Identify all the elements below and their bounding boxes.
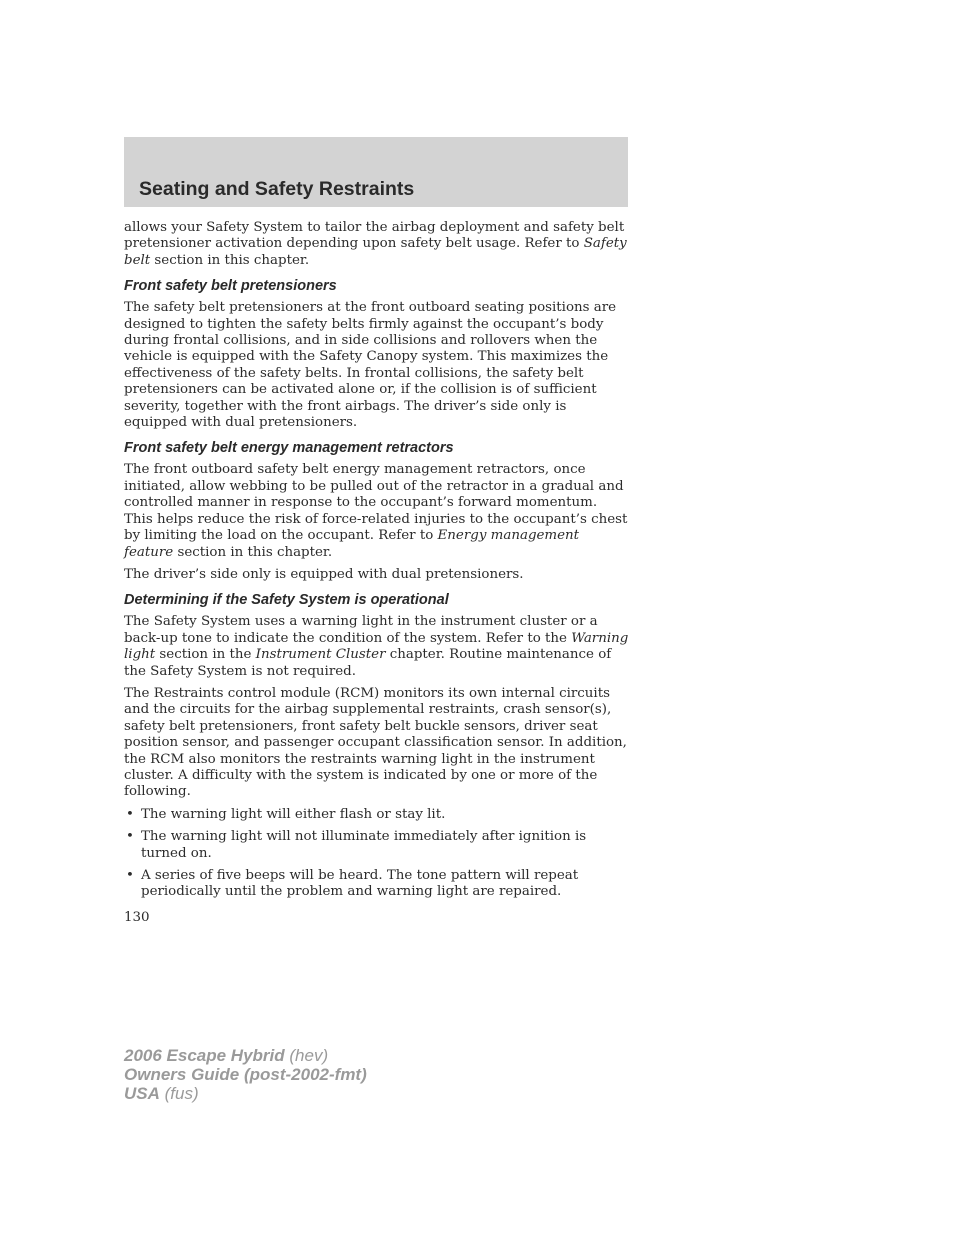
list-item: • The warning light will not illuminate immediately after ignition is turned on. — [124, 829, 630, 862]
instrument-cluster-reference: Instrument Cluster — [255, 647, 386, 663]
intro-paragraph — [124, 220, 630, 269]
operational-text-mid: section in the — [155, 647, 256, 663]
footer-market: USA — [124, 1084, 160, 1103]
section-heading-operational: Determining if the Safety System is operational — [124, 592, 449, 609]
list-item: • The warning light will either flash or stay lit. — [124, 807, 630, 823]
page-number: 130 — [124, 909, 150, 925]
footer-market-code: (fus) — [159, 1084, 199, 1103]
intro-text-end: section in this chapter. — [150, 252, 310, 268]
operational-text: The Safety System uses a warning light in the instrument cluster or a back-up tone to indicate the condition of the system. Refer to the — [124, 614, 598, 646]
footer-line-market — [124, 1084, 367, 1103]
pretensioners-paragraph: The safety belt pretensioners at the front outboard seating positions are designed to tighten the safety belts firmly against the occupant’s body during frontal collisions, and in side collisions and rollovers when the vehicle is equipped with the Safety Canopy system. This maximizes the effectiveness of the safety belts. In frontal collisions, the safety belt pretensioners can be activated alone or, if the collision is of sufficient severity, together with the front airbags. The driver’s side only is equipped with dual pretensioners. — [124, 300, 617, 431]
operational-paragraph-1 — [124, 614, 630, 680]
document-footer — [124, 1046, 367, 1103]
retractors-text: The front outboard safety belt energy management retractors, once initiated, allow webbing to be pulled out of the retractor in a gradual and controlled manner in response to the occupant’s forward momentum. This helps reduce the risk of force-related injuries to the occupant’s chest by limiting the load on the occupant. Refer to — [124, 462, 628, 544]
symptom-list — [124, 807, 630, 901]
footer-line-model — [124, 1046, 367, 1065]
intro-text: allows your Safety System to tailor the airbag deployment and safety belt pretensioner activation depending upon safety belt usage. Refer to — [124, 220, 625, 252]
footer-model-code: (hev) — [284, 1046, 329, 1065]
section-heading-retractors: Front safety belt energy management retractors — [124, 440, 454, 457]
section-header-band — [124, 137, 628, 207]
footer-line-guide — [124, 1065, 367, 1084]
page-title: Seating and Safety Restraints — [139, 178, 415, 200]
operational-paragraph-2: The Restraints control module (RCM) monitors its own internal circuits and the circuits for the airbag supplemental restraints, crash sensor(s), safety belt pretensioners, front safety belt buckle sensors, driver seat position sensor, and passenger occupant classification sensor. In addition, the RCM also monitors the restraints warning light in the instrument cluster. A difficulty with the system is indicated by one or more of the following. — [124, 685, 627, 800]
retractors-reference: Energy management feature — [124, 528, 580, 560]
warning-light-reference: Warning light — [124, 630, 629, 663]
retractors-note: The driver’s side only is equipped with dual pretensioners. — [124, 566, 524, 582]
operational-text-end: chapter. Routine maintenance of the Safety System is not required. — [124, 647, 612, 679]
footer-model: 2006 Escape Hybrid — [124, 1046, 285, 1065]
intro-reference: Safety belt — [124, 236, 627, 268]
section-heading-pretensioners: Front safety belt pretensioners — [124, 278, 337, 295]
page-content — [124, 220, 630, 926]
retractors-text-end: section in this chapter. — [173, 544, 333, 560]
footer-guide: Owners Guide (post-2002-fmt) — [124, 1065, 367, 1084]
retractors-paragraph — [124, 462, 630, 560]
list-item: • A series of five beeps will be heard. The tone pattern will repeat periodically until the problem and warning light are repaired. — [124, 868, 630, 901]
